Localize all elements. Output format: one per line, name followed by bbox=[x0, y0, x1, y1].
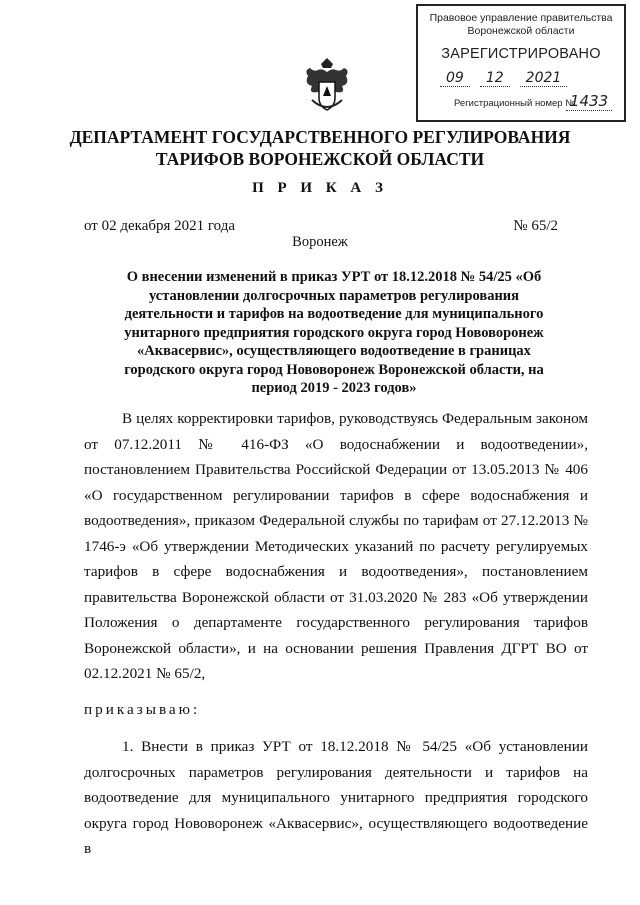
department-header bbox=[0, 126, 640, 170]
document-city: Воронеж bbox=[292, 234, 348, 250]
stamp-date-year: 2021 bbox=[520, 70, 568, 87]
registration-stamp bbox=[416, 4, 626, 122]
document-body bbox=[84, 406, 588, 862]
coat-of-arms-icon bbox=[302, 56, 352, 116]
stamp-org-line1: Правовое управление правительства bbox=[429, 12, 613, 24]
header-line1: ДЕПАРТАМЕНТ ГОСУДАРСТВЕННОГО РЕГУЛИРОВАНИЯ bbox=[69, 127, 571, 147]
header-line2: ТАРИФОВ ВОРОНЕЖСКОЙ ОБЛАСТИ bbox=[155, 149, 485, 169]
stamp-org-line2: Воронежской области bbox=[467, 25, 575, 37]
stamp-date-month: 12 bbox=[480, 70, 510, 87]
stamp-registered: ЗАРЕГИСТРИРОВАНО bbox=[441, 46, 601, 62]
document-type: П Р И К А З bbox=[252, 180, 388, 196]
stamp-number-label: Регистрационный номер № bbox=[454, 98, 576, 109]
document-date: от 02 декабря 2021 года bbox=[84, 218, 236, 234]
paragraph-item-1: 1. Внести в приказ УРТ от 18.12.2018 № 54/25 «Об установлении долгосрочных параметров регулирования деятельности и тарифов на водоотведение для муниципального унитарного предприятия городского округа город Нововоронеж «Аквасервис», осуществляющего водоотведение в bbox=[84, 738, 588, 857]
stamp-date bbox=[440, 70, 577, 87]
order-word: приказываю: bbox=[84, 700, 201, 718]
stamp-date-day: 09 bbox=[440, 70, 470, 87]
document-number: № 65/2 bbox=[513, 218, 558, 234]
document-title: О внесении изменений в приказ УРТ от 18.12.2018 № 54/25 «Об установлении долгосрочных параметров регулирования деятельности и тарифов на водоотведение для муниципального унитарного предприятия городского округа город Нововоронеж «Аквасервис», осуществляющего водоотведение в границах городского округа город Нововоронеж Воронежской области, на период 2019 - 2023 годов» bbox=[124, 269, 544, 396]
paragraph-preamble: В целях корректировки тарифов, руководствуясь Федеральным законом от 07.12.2011 № 416-ФЗ «О водоснабжении и водоотведении», постановлением Правительства Российской Федерации от 13.05.2013 № 406 «О государственном регулировании тарифов в сфере водоснабжения и водоотведения», приказом Федеральной службы по тарифам от 27.12.2013 № 1746-э «Об утверждении Методических указаний по расчету регулируемых тарифов в сфере водоснабжения и водоотведения», постановлением правительства Воронежской области от 31.03.2020 № 283 «Об утверждении Положения о департаменте государственного регулирования тарифов Воронежской области», и на основании решения Правления ДГРТ ВО от 02.12.2021 № 65/2, bbox=[84, 410, 588, 682]
stamp-number-value: 1433 bbox=[566, 92, 612, 111]
